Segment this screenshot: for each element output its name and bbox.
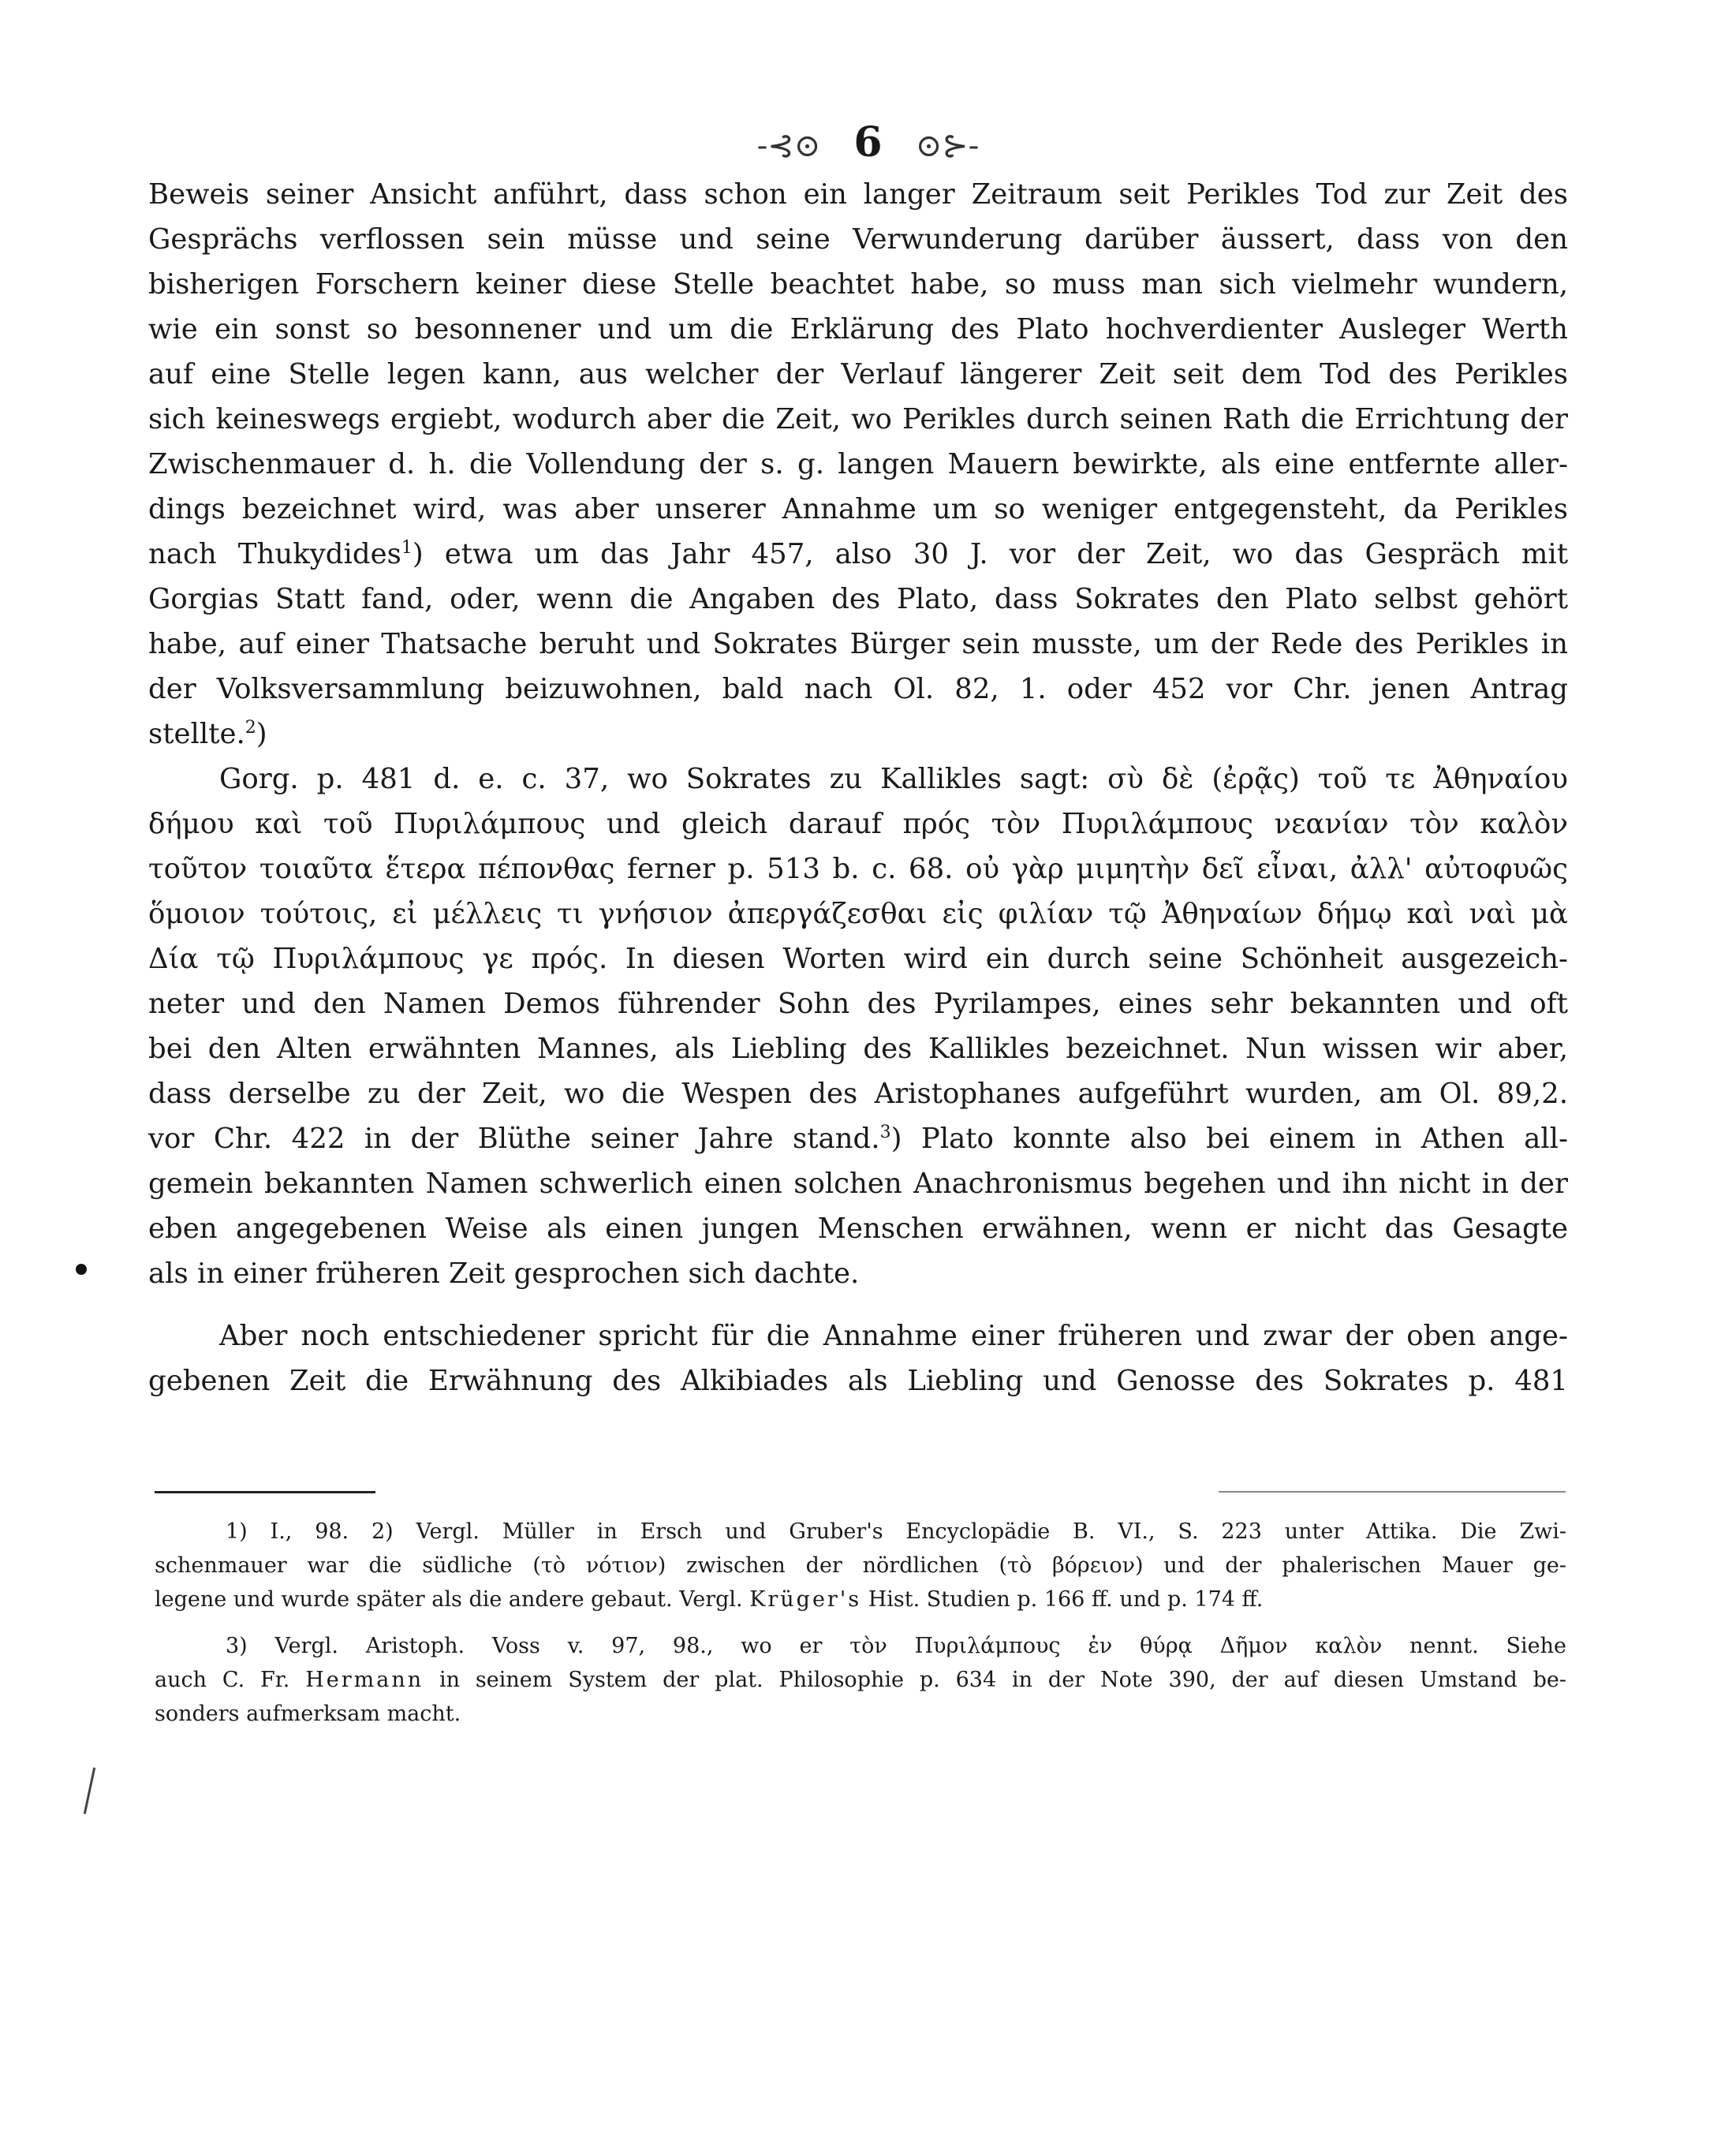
text-line: ὅμοιον τούτοις, εἰ μέλλεις τι γνήσιον ἀπεργάζεσθαι εἰς φιλίαν τῷ Ἀθηναίων δήμῳ καὶ ναὶ μὰ: [148, 898, 1568, 930]
text-line: Δία τῷ Πυριλάμπους γε πρός. In diesen Worten wird ein durch seine Schönheit ausgezeich-: [148, 943, 1568, 975]
author-name: Krüger's: [749, 1587, 862, 1612]
text-line: Aber noch entschiedener spricht für die Annahme einer früheren und zwar der oben ange-: [219, 1320, 1568, 1352]
ornament-left-icon: -⊰⊙: [756, 128, 821, 164]
text-line: bei den Alten erwähnten Mannes, als Liebling des Kallikles bezeichnet. Nun wissen wir aber,: [148, 1033, 1568, 1065]
footnote-line: [155, 1663, 1566, 1697]
text-line: als in einer früheren Zeit gesprochen sich dachte.: [148, 1257, 860, 1290]
page-header: [0, 118, 1736, 166]
text-line: dings bezeichnet wird, was aber unserer Annahme um so weniger entgegensteht, da Perikles: [148, 493, 1568, 525]
ornament-right-icon: ⊙⊱-: [915, 128, 980, 164]
text-fragment: nach Thukydides: [148, 538, 401, 570]
text-line: dass derselbe zu der Zeit, wo die Wespen des Aristophanes aufgeführt wurden, am Ol. 89,2.: [148, 1078, 1568, 1110]
text-line: Beweis seiner Ansicht anführt, dass schon ein langer Zeitraum seit Perikles Tod zur Zeit des: [148, 178, 1568, 211]
paragraph-1: [148, 172, 1568, 757]
footnote-ref-1: 1: [401, 538, 413, 559]
text-fragment: auch C. Fr.: [155, 1668, 290, 1692]
footnote-line: 1) I., 98. 2) Vergl. Müller in Ersch und Gruber's Encyclopädie B. VI., S. 223 unter Attika. Die Zwi-: [226, 1519, 1566, 1544]
text-line: eben angegebenen Weise als einen jungen Menschen erwähnen, wenn er nicht das Gesagte: [148, 1213, 1568, 1245]
text-line: Zwischenmauer d. h. die Vollendung der s. g. langen Mauern bewirkte, als eine entfernte aller-: [148, 448, 1568, 480]
text-fragment: ) etwa um das Jahr 457, also 30 J. vor der Zeit, wo das Gespräch mit: [412, 538, 1568, 570]
page-number: 6: [853, 118, 883, 166]
text-line: auf eine Stelle legen kann, aus welcher der Verlauf längerer Zeit seit dem Tod des Perikles: [148, 358, 1568, 390]
text-line: [148, 712, 1568, 757]
footnote-gap: [155, 1616, 1566, 1629]
footnote-3: [155, 1629, 1566, 1731]
footnote-1-2: [155, 1515, 1566, 1616]
text-line: neter und den Namen Demos führender Sohn des Pyrilampes, eines sehr bekannten und oft: [148, 988, 1568, 1020]
ink-spot-icon: [76, 1264, 87, 1275]
text-line: sich keineswegs ergiebt, wodurch aber die Zeit, wo Perikles durch seinen Rath die Errichtung der: [148, 403, 1568, 435]
text-fragment: vor Chr. 422 in der Blüthe seiner Jahre stand.: [148, 1123, 880, 1155]
text-fragment: stellte.: [148, 718, 245, 750]
footnote-ref-3: 3: [879, 1123, 891, 1143]
footnotes: [155, 1515, 1566, 1731]
footnote-rule: [155, 1491, 375, 1493]
text-line: Gesprächs verflossen sein müsse und seine Verwunderung darüber äussert, dass von den: [148, 223, 1568, 256]
text-line: bisherigen Forschern keiner diese Stelle beachtet habe, so muss man sich vielmehr wundern,: [148, 268, 1568, 301]
text-line: Gorg. p. 481 d. e. c. 37, wo Sokrates zu Kallikles sagt: σὺ δὲ (ἐρᾷς) τοῦ τε Ἀθηναίου: [219, 763, 1568, 795]
paragraph-gap: [148, 1296, 1568, 1314]
footnote-line: schenmauer war die südliche (τὸ νότιον) zwischen der nördlichen (τὸ βόρειον) und der phalerischen Mauer ge-: [155, 1553, 1566, 1578]
body-text: [148, 172, 1568, 1403]
text-line: τοῦτον τοιαῦτα ἕτερα πέπονθας ferner p. 513 b. c. 68. οὐ γὰρ μιμητὴν δεῖ εἶναι, ἀλλ' αὐτοφυῶς: [148, 853, 1568, 885]
paragraph-3: [148, 1314, 1568, 1403]
text-fragment: ) Plato konnte also bei einem in Athen all-: [890, 1123, 1569, 1155]
author-name: Hermann: [305, 1668, 424, 1692]
text-fragment: in seinem System der plat. Philosophie p. 634 in der Note 390, der auf diesen Umstand be-: [439, 1668, 1567, 1692]
pencil-mark-icon: [84, 1767, 95, 1814]
text-line: [148, 532, 1568, 577]
text-fragment: ): [256, 718, 267, 750]
footnote-line: 3) Vergl. Aristoph. Voss v. 97, 98., wo er τὸν Πυριλάμπους ἐν θύρᾳ Δῆμον καλὸν nennt. Siehe: [226, 1634, 1566, 1658]
text-line: Gorgias Statt fand, oder, wenn die Angaben des Plato, dass Sokrates den Plato selbst gehört: [148, 583, 1568, 615]
text-line: δήμου καὶ τοῦ Πυριλάμπους und gleich darauf πρός τὸν Πυριλάμπους νεανίαν τὸν καλὸν: [148, 808, 1568, 840]
footnote-line: sonders aufmerksam macht.: [155, 1702, 461, 1726]
text-line: gebenen Zeit die Erwähnung des Alkibiades als Liebling und Genosse des Sokrates p. 481: [148, 1365, 1568, 1397]
text-line: wie ein sonst so besonnener und um die Erklärung des Plato hochverdienter Ausleger Werth: [148, 313, 1568, 346]
text-fragment: Hist. Studien p. 166 ff. und p. 174 ff.: [868, 1587, 1264, 1612]
footnote-rule-right: [1219, 1491, 1566, 1493]
text-line: habe, auf einer Thatsache beruht und Sokrates Bürger sein musste, um der Rede des Perikles in: [148, 628, 1568, 660]
text-line: [148, 1116, 1568, 1161]
footnote-ref-2: 2: [245, 718, 256, 738]
text-fragment: legene und wurde später als die andere gebaut. Vergl.: [155, 1587, 743, 1612]
text-line: der Volksversammlung beizuwohnen, bald nach Ol. 82, 1. oder 452 vor Chr. jenen Antrag: [148, 673, 1568, 705]
paragraph-2: [148, 757, 1568, 1296]
text-line: gemein bekannten Namen schwerlich einen solchen Anachronismus begehen und ihn nicht in der: [148, 1168, 1568, 1200]
footnote-line: [155, 1583, 1566, 1616]
